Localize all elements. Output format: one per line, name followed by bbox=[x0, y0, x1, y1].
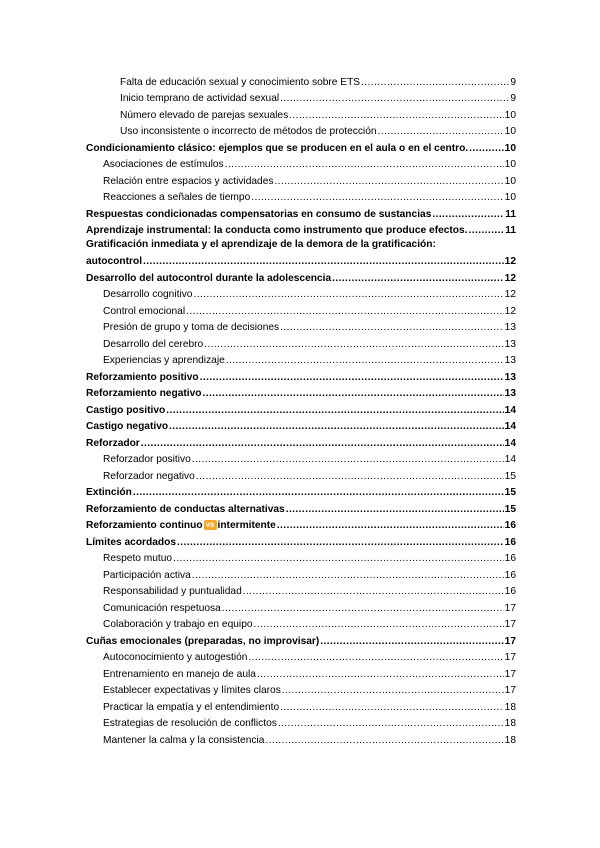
toc-entry-title-group bbox=[103, 685, 281, 697]
dot-leader bbox=[251, 193, 503, 204]
dot-leader bbox=[177, 538, 504, 549]
toc-entry-title: Aprendizaje instrumental: la conducta como instrumento que produce efectos. bbox=[86, 225, 468, 236]
toc-entry-title-group bbox=[103, 192, 250, 204]
dot-leader bbox=[280, 703, 504, 714]
toc-entry-title: Presión de grupo y toma de decisiones bbox=[103, 322, 280, 333]
toc-entry[interactable] bbox=[86, 466, 516, 483]
toc-entry-title-group bbox=[103, 619, 253, 631]
toc-entry-page: 16 bbox=[504, 536, 516, 548]
dot-leader bbox=[469, 226, 505, 237]
dot-leader bbox=[133, 488, 504, 499]
toc-entry[interactable] bbox=[86, 351, 516, 368]
toc-entry-title-group bbox=[103, 471, 195, 483]
toc-entry-title: Autoconocimiento y autogestión bbox=[103, 652, 248, 663]
toc-entry-page: 14 bbox=[504, 404, 516, 416]
dot-leader bbox=[173, 554, 504, 565]
toc-entry[interactable] bbox=[86, 171, 516, 188]
toc-entry-title: Respeto mutuo bbox=[103, 553, 173, 564]
toc-entry-title: Reforzador positivo bbox=[103, 454, 191, 465]
toc-entry-title: Desarrollo del autocontrol durante la adolescencia bbox=[86, 272, 332, 284]
dot-leader bbox=[186, 307, 504, 318]
toc-entry[interactable] bbox=[86, 714, 516, 731]
toc-entry-title: Reforzamiento continuo bbox=[86, 520, 203, 531]
toc-entry-title-group bbox=[103, 159, 224, 171]
toc-entry-title-group bbox=[86, 520, 276, 532]
dot-leader bbox=[254, 620, 504, 631]
toc-entry-page: 16 bbox=[504, 569, 516, 581]
toc-entry[interactable] bbox=[86, 334, 516, 351]
dot-leader bbox=[204, 340, 503, 351]
toc-entry-title-group bbox=[103, 454, 191, 466]
toc-entry-title: Número elevado de parejas sexuales bbox=[120, 109, 289, 121]
toc-entry-title-group bbox=[86, 438, 140, 450]
toc-entry-title-group bbox=[86, 504, 285, 516]
toc-entry[interactable] bbox=[86, 72, 516, 89]
dot-leader bbox=[192, 455, 504, 466]
dot-leader bbox=[196, 472, 504, 483]
toc-entry[interactable] bbox=[86, 697, 516, 714]
dot-leader bbox=[277, 521, 504, 532]
toc-entry-title: Practicar la empatía y el entendimiento bbox=[103, 701, 280, 713]
toc-entry-title-group bbox=[103, 339, 203, 351]
toc-entry[interactable] bbox=[86, 499, 516, 516]
toc-entry-title-group bbox=[86, 388, 201, 400]
dot-leader bbox=[278, 719, 504, 730]
toc-entry[interactable] bbox=[86, 237, 516, 268]
toc-entry-title: Reforzamiento positivo bbox=[86, 371, 199, 383]
vs-badge: vs bbox=[205, 520, 215, 529]
dot-leader bbox=[282, 686, 504, 697]
dot-leader bbox=[192, 571, 504, 582]
toc-entry-page: 17 bbox=[504, 635, 516, 647]
toc-entry-title-group bbox=[86, 405, 165, 417]
toc-entry-page: 18 bbox=[504, 718, 516, 729]
toc-entry[interactable] bbox=[86, 450, 516, 467]
toc-entry[interactable] bbox=[86, 285, 516, 302]
toc-entry-page: 17 bbox=[504, 668, 516, 680]
toc-entry[interactable] bbox=[86, 301, 516, 318]
toc-entry-title: Condicionamiento clásico: ejemplos que se producen en el aula o en el centro. bbox=[86, 142, 469, 154]
toc-entry-title: Participación activa bbox=[103, 569, 191, 581]
toc-entry[interactable] bbox=[86, 367, 516, 384]
dot-leader bbox=[257, 670, 504, 681]
toc-entry[interactable] bbox=[86, 105, 516, 122]
toc-entry-page: 12 bbox=[504, 289, 516, 300]
toc-entry-page: 15 bbox=[504, 487, 516, 498]
toc-entry-title: Extinción bbox=[86, 487, 132, 498]
toc-entry-title-group bbox=[86, 421, 168, 433]
toc-entry[interactable] bbox=[86, 89, 516, 106]
toc-entry-title-group bbox=[103, 289, 192, 301]
toc-entry[interactable] bbox=[86, 433, 516, 450]
table-of-contents bbox=[86, 72, 516, 747]
toc-entry-page: 16 bbox=[504, 520, 516, 531]
toc-entry-title-group bbox=[120, 93, 279, 105]
toc-entry-page: 10 bbox=[504, 109, 516, 121]
toc-entry-title-group bbox=[86, 537, 176, 549]
toc-entry-page: 15 bbox=[504, 470, 516, 482]
toc-entry-title-group bbox=[103, 322, 279, 334]
toc-entry[interactable] bbox=[86, 516, 516, 533]
toc-entry[interactable] bbox=[86, 384, 516, 401]
toc-entry[interactable] bbox=[86, 400, 516, 417]
toc-entry-page: 9 bbox=[510, 76, 516, 88]
dot-leader bbox=[320, 637, 503, 648]
toc-entry[interactable] bbox=[86, 204, 516, 221]
dot-leader bbox=[169, 422, 504, 433]
dot-leader bbox=[243, 587, 504, 598]
toc-entry-title: Mantener la calma y la consistencia bbox=[103, 734, 265, 746]
toc-entry-title-group bbox=[86, 636, 319, 648]
dot-leader bbox=[141, 439, 504, 450]
toc-entry-title: Reforzamiento negativo bbox=[86, 388, 202, 399]
dot-leader bbox=[289, 111, 503, 122]
toc-entry[interactable] bbox=[86, 664, 516, 681]
toc-entry-page: 13 bbox=[504, 322, 516, 333]
toc-entry-page: 13 bbox=[504, 388, 516, 399]
toc-entry-page: 11 bbox=[505, 208, 516, 220]
dot-leader bbox=[143, 257, 504, 268]
toc-entry[interactable] bbox=[86, 598, 516, 615]
toc-entry-title: Colaboración y trabajo en equipo bbox=[103, 619, 253, 630]
toc-entry[interactable] bbox=[86, 318, 516, 335]
dot-leader bbox=[361, 78, 509, 89]
toc-entry-title: Cuñas emocionales (preparadas, no improvisar) bbox=[86, 635, 320, 647]
toc-entry-title: Reforzamiento de conductas alternativas bbox=[86, 503, 285, 515]
dot-leader bbox=[200, 373, 504, 384]
toc-entry-title: Reforzador bbox=[86, 437, 140, 449]
toc-entry-page: 13 bbox=[504, 355, 516, 366]
toc-entry-title: Establecer expectativas y límites claros bbox=[103, 685, 281, 696]
toc-entry-page: 11 bbox=[505, 225, 516, 236]
toc-entry-title-group bbox=[103, 586, 242, 598]
toc-entry-title: Límites acordados bbox=[86, 536, 177, 548]
toc-entry-page: 15 bbox=[504, 503, 516, 515]
toc-entry-page: 16 bbox=[504, 553, 516, 564]
dot-leader bbox=[332, 274, 504, 285]
toc-entry-title: Inicio temprano de actividad sexual bbox=[120, 93, 280, 104]
toc-entry-page: 10 bbox=[504, 175, 516, 187]
dot-leader bbox=[378, 127, 504, 138]
toc-entry-title-group bbox=[103, 718, 277, 730]
dot-leader bbox=[286, 505, 504, 516]
toc-entry-title: Relación entre espacios y actividades bbox=[103, 175, 274, 187]
toc-entry-title: Falta de educación sexual y conocimiento sobre ETS bbox=[120, 76, 361, 88]
toc-entry-page: 17 bbox=[504, 602, 516, 614]
toc-entry-title-continued: autocontrol bbox=[86, 256, 143, 267]
toc-entry[interactable] bbox=[86, 631, 516, 648]
toc-entry-title-group bbox=[120, 110, 288, 122]
toc-entry-page: 9 bbox=[510, 93, 516, 104]
dot-leader bbox=[280, 94, 509, 105]
toc-entry-title-after: intermitente bbox=[217, 520, 276, 531]
toc-entry-title: Castigo negativo bbox=[86, 421, 169, 432]
toc-entry-title-group bbox=[86, 487, 132, 499]
toc-entry[interactable] bbox=[86, 565, 516, 582]
toc-entry-title-group bbox=[86, 143, 468, 155]
toc-entry[interactable] bbox=[86, 138, 516, 155]
dot-leader bbox=[202, 389, 503, 400]
toc-entry-title: Uso inconsistente o incorrecto de métodos de protección bbox=[120, 126, 377, 137]
toc-entry-title-group bbox=[103, 735, 264, 747]
toc-entry[interactable] bbox=[86, 549, 516, 566]
toc-entry-page: 18 bbox=[504, 734, 516, 746]
toc-entry-title-group bbox=[103, 603, 221, 615]
toc-entry[interactable] bbox=[86, 268, 516, 285]
toc-entry-page: 17 bbox=[504, 619, 516, 630]
dot-leader bbox=[226, 356, 504, 367]
dot-leader bbox=[248, 653, 503, 664]
toc-entry-page: 17 bbox=[504, 652, 516, 663]
toc-entry-page: 10 bbox=[504, 126, 516, 137]
toc-entry-title: Estrategias de resolución de conflictos bbox=[103, 718, 277, 729]
toc-entry-page: 10 bbox=[504, 192, 516, 203]
toc-entry-title: Respuestas condicionadas compensatorias en consumo de sustancias bbox=[86, 208, 432, 220]
toc-entry[interactable] bbox=[86, 532, 516, 549]
toc-entry-page: 13 bbox=[504, 371, 516, 383]
toc-entry-page: 17 bbox=[504, 685, 516, 696]
toc-entry-page: 14 bbox=[504, 437, 516, 449]
toc-entry-title-group bbox=[86, 209, 431, 221]
dot-leader bbox=[222, 604, 504, 615]
toc-entry-title-group bbox=[120, 77, 360, 89]
toc-entry[interactable] bbox=[86, 221, 516, 238]
toc-entry-page: 12 bbox=[504, 272, 516, 284]
dot-leader bbox=[193, 290, 503, 301]
toc-entry[interactable] bbox=[86, 615, 516, 632]
toc-entry-title: Desarrollo cognitivo bbox=[103, 289, 193, 300]
toc-entry[interactable] bbox=[86, 483, 516, 500]
toc-entry[interactable] bbox=[86, 730, 516, 747]
toc-entry-title: Castigo positivo bbox=[86, 404, 166, 416]
toc-entry-title-group bbox=[103, 355, 225, 367]
toc-entry-title-group bbox=[103, 306, 185, 318]
toc-entry-page: 10 bbox=[504, 142, 516, 154]
toc-entry-title: Entrenamiento en manejo de aula bbox=[103, 668, 256, 680]
toc-entry[interactable] bbox=[86, 681, 516, 698]
toc-entry-page: 13 bbox=[504, 338, 516, 350]
toc-entry-page: 14 bbox=[504, 454, 516, 465]
toc-entry[interactable] bbox=[86, 648, 516, 665]
toc-entry[interactable] bbox=[86, 155, 516, 172]
toc-entry[interactable] bbox=[86, 582, 516, 599]
toc-entry-title: Comunicación respetuosa bbox=[103, 602, 221, 614]
toc-entry-title-group bbox=[103, 570, 191, 582]
toc-entry-title: Reforzador negativo bbox=[103, 470, 195, 482]
toc-entry-title: Asociaciones de estímulos bbox=[103, 159, 224, 170]
toc-entry-title-group bbox=[103, 553, 172, 565]
toc-entry-title-group bbox=[103, 176, 273, 188]
toc-entry-title: Reacciones a señales de tiempo bbox=[103, 192, 251, 203]
toc-entry-title-group bbox=[120, 126, 377, 138]
toc-entry[interactable] bbox=[86, 188, 516, 205]
toc-entry-title-group bbox=[86, 372, 199, 384]
toc-entry-page: 10 bbox=[504, 159, 516, 170]
toc-entry-title-group bbox=[86, 273, 331, 285]
toc-entry-title-group bbox=[103, 652, 247, 664]
dot-leader bbox=[225, 160, 504, 171]
toc-entry-title: Gratificación inmediata y el aprendizaje de la demora de la gratificación: bbox=[86, 239, 436, 250]
dot-leader bbox=[469, 144, 504, 155]
toc-entry[interactable] bbox=[86, 122, 516, 139]
toc-entry-title-group bbox=[103, 669, 256, 681]
toc-entry-page: 12 bbox=[504, 256, 516, 267]
dot-leader bbox=[265, 736, 503, 747]
toc-entry-page: 14 bbox=[504, 421, 516, 432]
toc-entry[interactable] bbox=[86, 417, 516, 434]
dot-leader bbox=[432, 210, 504, 221]
toc-entry-title: Desarrollo del cerebro bbox=[103, 338, 204, 350]
dot-leader bbox=[280, 323, 504, 334]
toc-entry-title: Control emocional bbox=[103, 305, 186, 317]
toc-entry-title: Experiencias y aprendizaje bbox=[103, 355, 225, 366]
toc-entry-title: Responsabilidad y puntualidad bbox=[103, 586, 242, 597]
toc-entry-page: 18 bbox=[504, 701, 516, 713]
toc-entry-title-group bbox=[86, 225, 468, 237]
toc-entry-page: 12 bbox=[504, 305, 516, 317]
toc-entry-page: 16 bbox=[504, 586, 516, 597]
dot-leader bbox=[166, 406, 503, 417]
toc-entry-title-group bbox=[103, 702, 279, 714]
dot-leader bbox=[274, 177, 503, 188]
